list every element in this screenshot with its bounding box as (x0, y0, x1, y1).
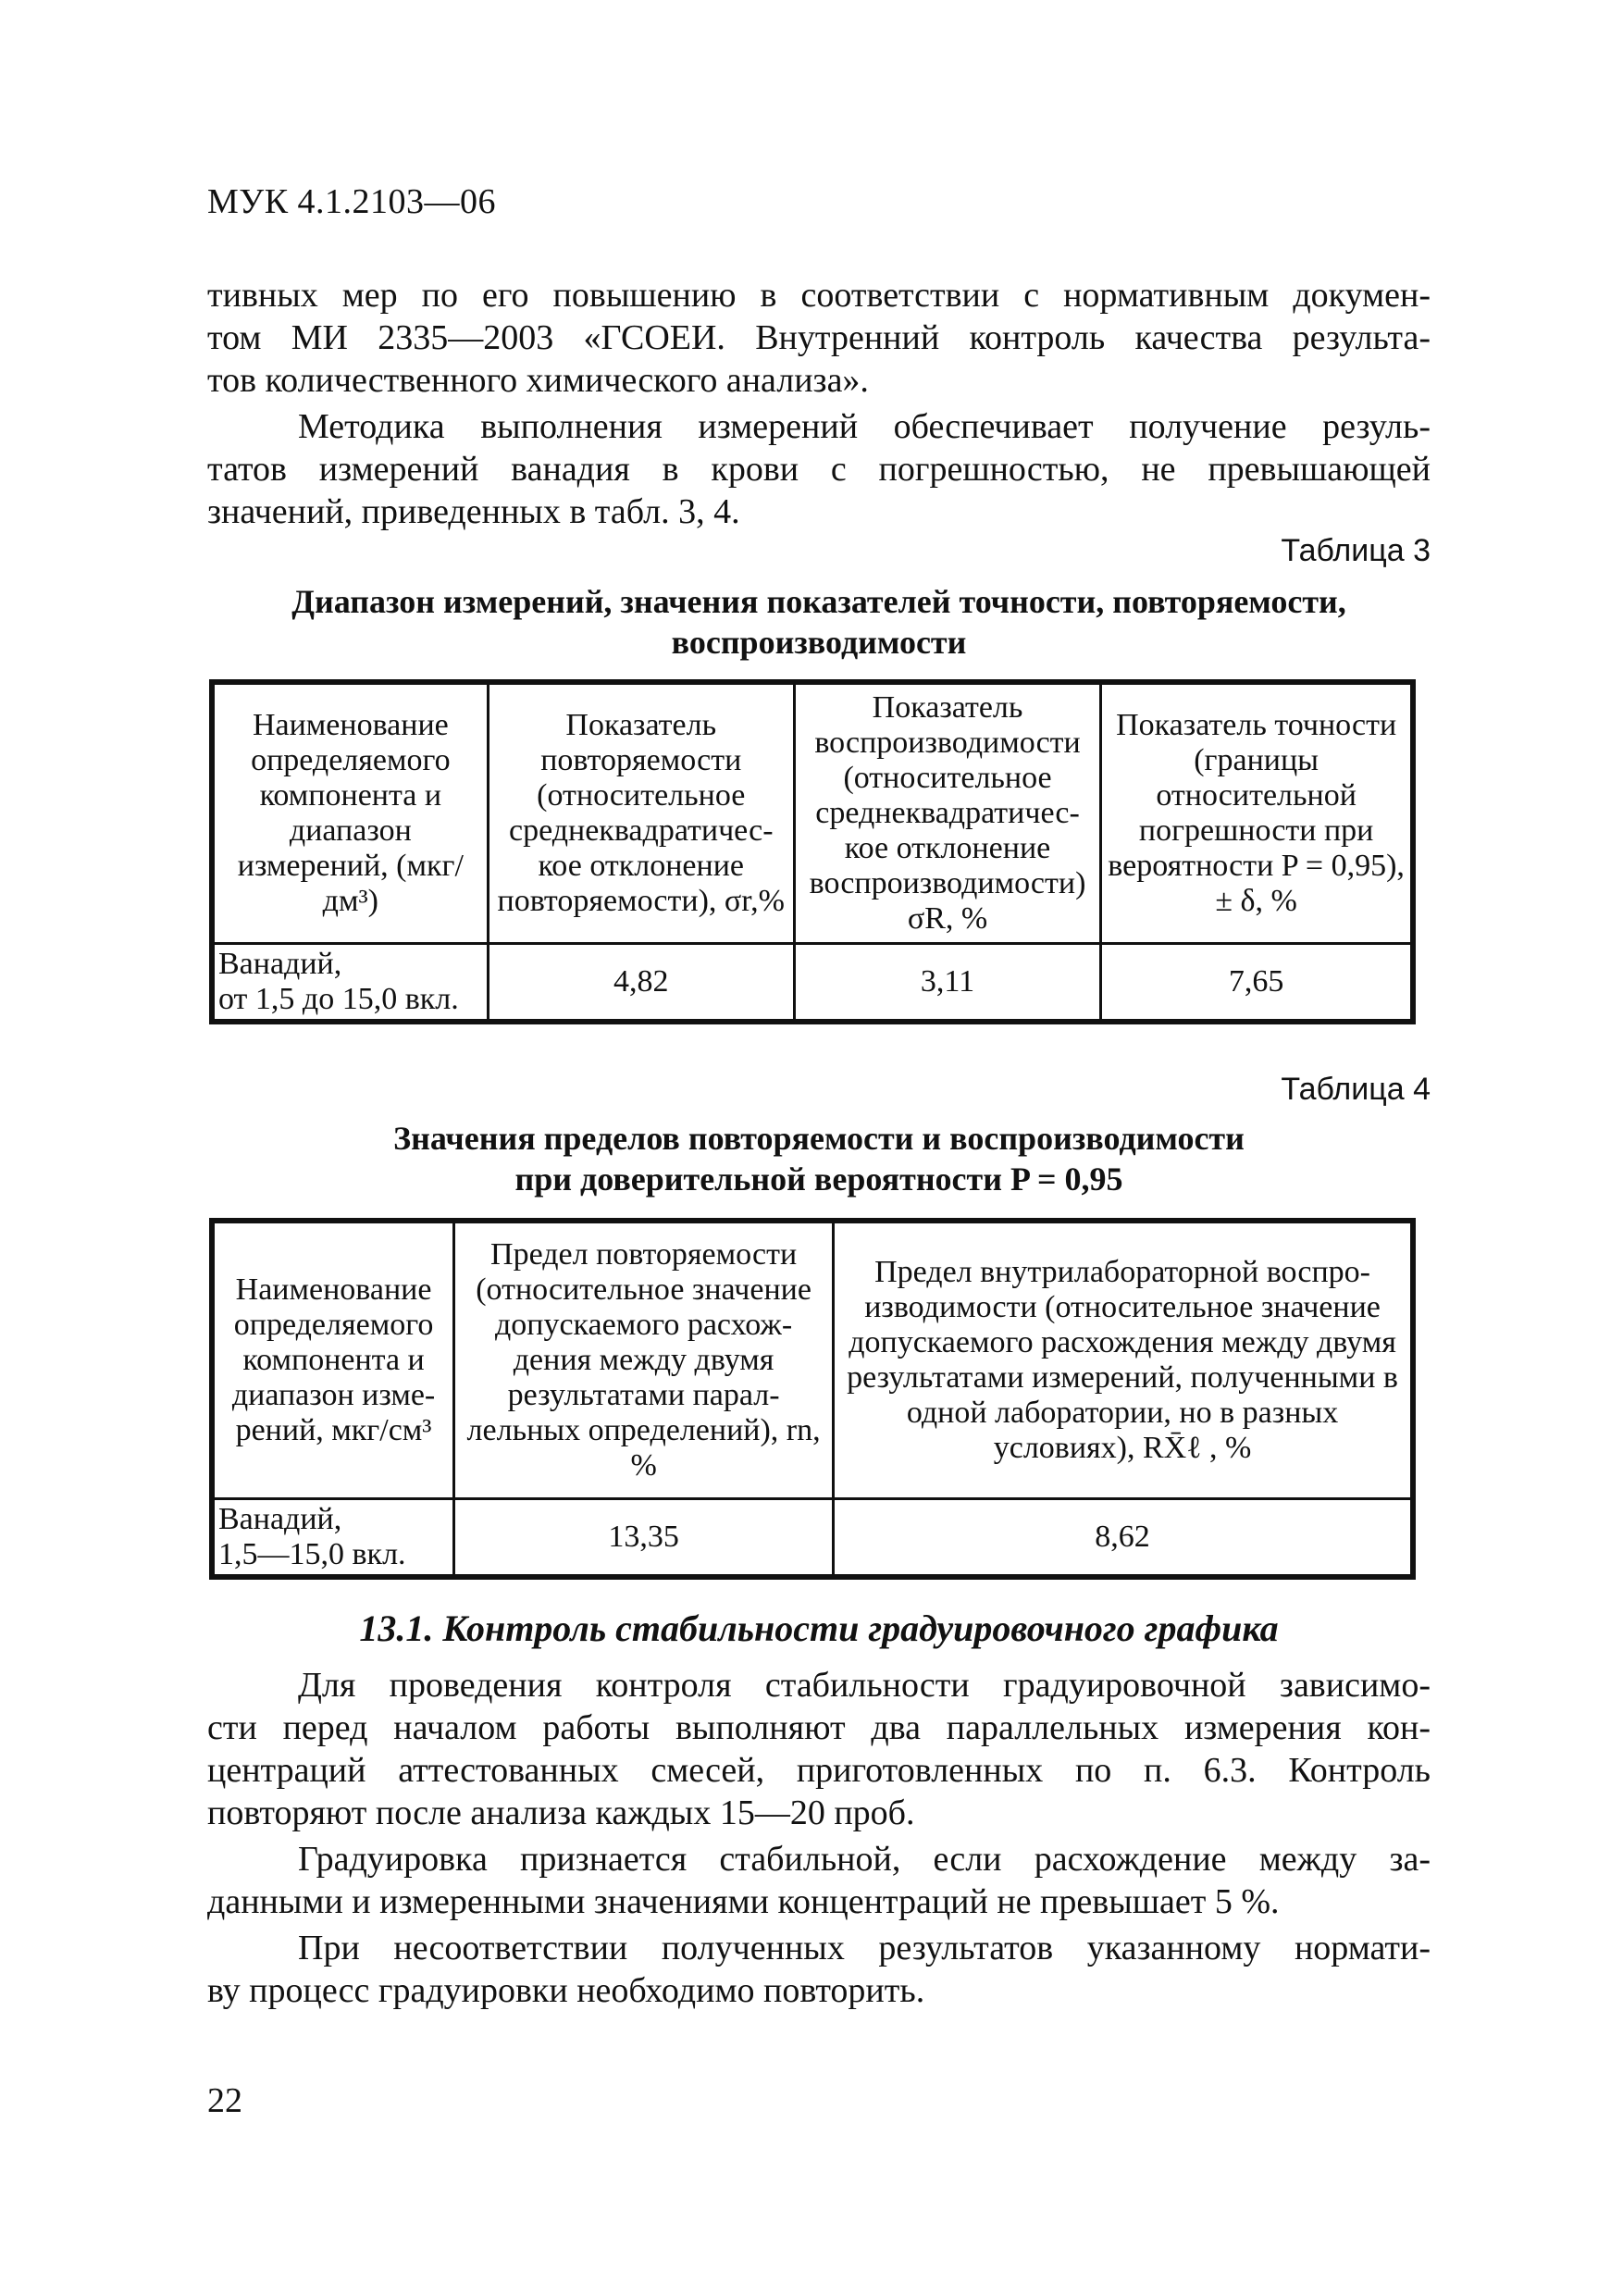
table4-title-line: Значения пределов повторяемости и воспроизводимости (393, 1120, 1245, 1157)
document-header: МУК 4.1.2103—06 (207, 182, 497, 221)
table4-repeat-limit-cell: 13,35 (454, 1498, 834, 1577)
table4 (209, 1218, 1416, 1580)
section-line: Для проведения контроля стабильности градуировочной зависимо- (298, 1666, 1431, 1705)
table3-title-line: Диапазон измерений, значения показателей точности, повторяемости, (291, 583, 1346, 620)
method-line: татов измерений ванадия в крови с погрешностью, не превышающей (207, 450, 1431, 489)
section-paragraph-2 (207, 1838, 1431, 1923)
intro-paragraph (207, 274, 1431, 402)
section-title: 13.1. Контроль стабильности градуировочного графика (359, 1607, 1279, 1649)
table3-data-row (212, 943, 1413, 1022)
table4-name-cell (212, 1498, 454, 1577)
table4-reprod-limit-cell: 8,62 (834, 1498, 1413, 1577)
table4-title-line: при доверительной вероятности P = 0,95 (514, 1160, 1123, 1198)
table3-repeatability-cell: 4,82 (488, 943, 794, 1022)
table3-name-line: от 1,5 до 15,0 вкл. (218, 981, 459, 1016)
section-paragraph-3 (207, 1927, 1431, 2012)
section-line: данными и измеренными значениями концентраций не превышает 5 %. (207, 1882, 1280, 1921)
intro-line: тов количественного химического анализа». (207, 361, 869, 400)
table4-label: Таблица 4 (1281, 1072, 1431, 1107)
method-line: Методика выполнения измерений обеспечивает получение резуль- (298, 407, 1431, 446)
table3-name-line: Ванадий, (218, 946, 342, 981)
intro-line: том МИ 2335—2003 «ГСОЕИ. Внутренний контроль качества результа- (207, 318, 1431, 357)
section-line: сти перед началом работы выполняют два параллельных измерения кон- (207, 1708, 1431, 1747)
page-number: 22 (207, 2081, 242, 2120)
table3-header-cell: Показатель повторяемости (относительное среднеквадратичес-кое отклонение повторяемости), σr,% (488, 682, 794, 943)
table4-title (207, 1118, 1431, 1199)
section-line: центраций аттестованных смесей, приготовленных по п. 6.3. Контроль (207, 1751, 1431, 1790)
table3-header-cell: Показатель воспроизводимости (относительное среднеквадратичес-кое отклонение воспроизводимости) σR, % (794, 682, 1100, 943)
table3-header-row (212, 682, 1413, 943)
section-line: При несоответствии полученных результатов указанному нормати- (298, 1929, 1431, 1967)
table3-header-cell: Наименование определяемого компонента и диапазон измерений, (мкг/дм³) (212, 682, 488, 943)
table3-accuracy-cell: 7,65 (1101, 943, 1413, 1022)
table4-header-cell: Наименование определяемого компонента и диапазон изме-рений, мкг/см³ (212, 1221, 454, 1498)
section-line: повторяют после анализа каждых 15—20 проб. (207, 1793, 915, 1832)
section-paragraph-1 (207, 1664, 1431, 1834)
table4-name-line: 1,5—15,0 вкл. (218, 1536, 406, 1571)
method-line: значений, приведенных в табл. 3, 4. (207, 492, 740, 531)
section-line: Градуировка признается стабильной, если расхождение между за- (298, 1840, 1431, 1879)
table3-header-cell: Показатель точности (границы относительной погрешности при вероятности P = 0,95), ± δ, % (1101, 682, 1413, 943)
table4-header-row (212, 1221, 1413, 1498)
section-line: ву процесс градуировки необходимо повторить. (207, 1971, 925, 2010)
table4-header-cell: Предел внутрилабораторной воспро-изводимости (относительное значение допускаемого расхождения между двумя результатами измерений, полученными в одной лаборатории, но в разных условиях), RX̄ℓ , % (834, 1221, 1413, 1498)
table3-title (207, 581, 1431, 663)
table4-data-row (212, 1498, 1413, 1577)
table3-reproducibility-cell: 3,11 (794, 943, 1100, 1022)
table4-header-cell: Предел повторяемости (относительное значение допускаемого расхож-дения между двумя результатами парал-лельных определений), rn, % (454, 1221, 834, 1498)
table3-label: Таблица 3 (1281, 533, 1431, 568)
table4-name-line: Ванадий, (218, 1501, 342, 1536)
method-paragraph (207, 405, 1431, 533)
table3-title-line: воспроизводимости (671, 624, 967, 661)
table3-name-cell (212, 943, 488, 1022)
table3 (209, 679, 1416, 1024)
intro-line: тивных мер по его повышению в соответствии с нормативным докумен- (207, 276, 1431, 315)
